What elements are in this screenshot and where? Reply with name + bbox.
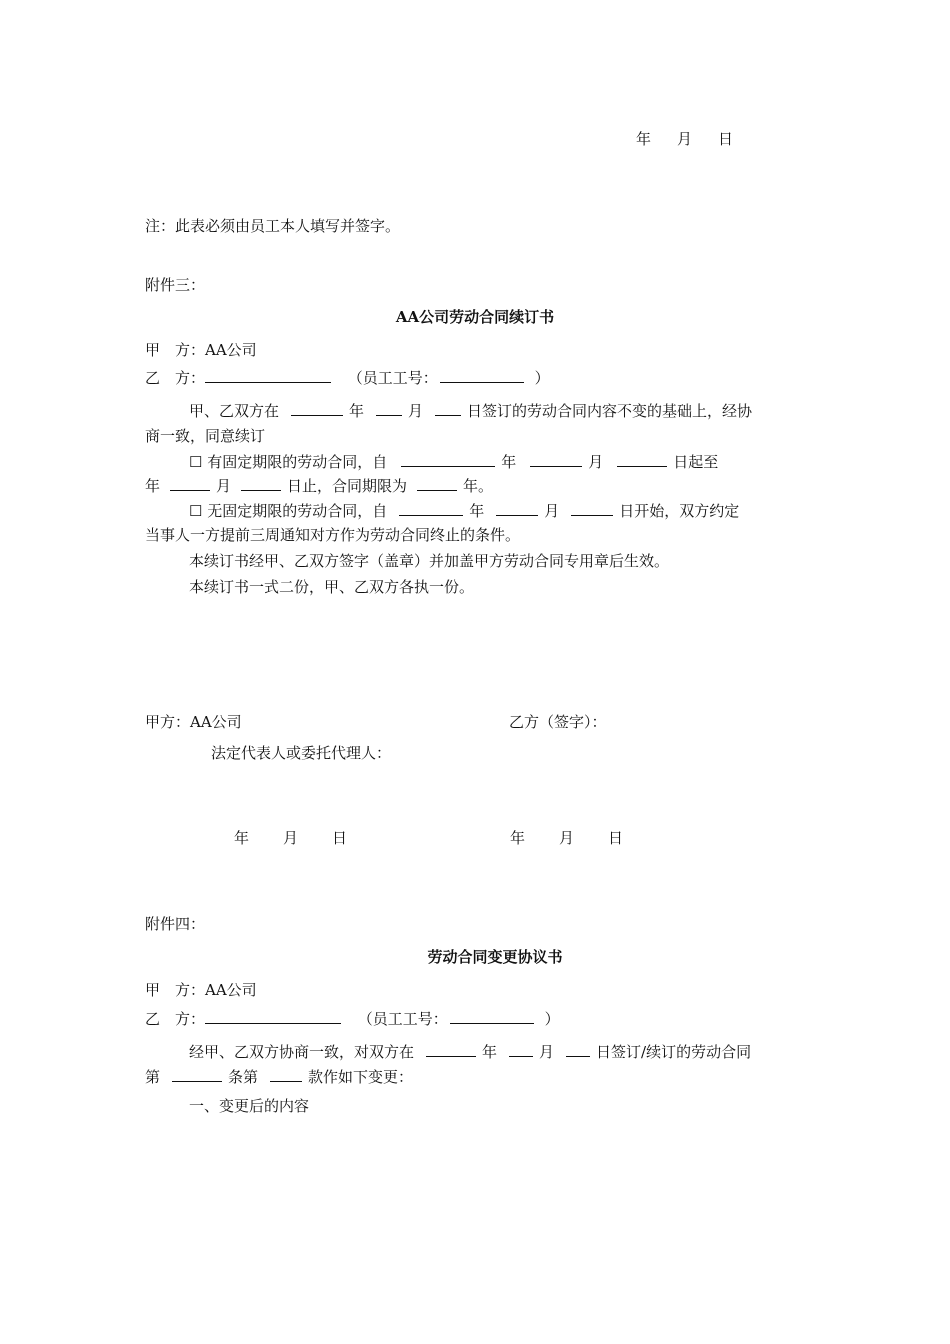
fixed-end-year-blank[interactable] <box>170 476 210 491</box>
term-years-blank[interactable] <box>417 476 457 491</box>
attach3-date-a: 年 月 日 <box>234 829 348 847</box>
attach3-party-a: 甲 方：AA公司 <box>145 341 257 359</box>
attach3-effect: 本续订书经甲、乙双方签字（盖章）并加盖甲方劳动合同专用章后生效。 <box>189 552 670 570</box>
date-month: 月 <box>677 130 693 148</box>
attach3-copies: 本续订书一式二份，甲、乙双方各执一份。 <box>189 578 475 596</box>
party-b-name-blank[interactable] <box>205 1009 341 1024</box>
contract-month-blank[interactable] <box>509 1042 533 1057</box>
fixed-end-month-blank[interactable] <box>241 476 281 491</box>
emp-no-blank[interactable] <box>450 1009 534 1024</box>
note: 注：此表必须由员工本人填写并签字。 <box>145 217 401 235</box>
attach3-label: 附件三： <box>145 276 206 294</box>
open-start-day-blank[interactable] <box>571 501 613 516</box>
sign-month-blank[interactable] <box>376 401 402 416</box>
attach3-para1-line2: 商一致，同意续订 <box>145 427 266 445</box>
contract-day-blank[interactable] <box>566 1042 590 1057</box>
item-blank[interactable] <box>270 1067 302 1082</box>
top-date <box>636 129 733 149</box>
date-year: 年 <box>636 130 652 148</box>
open-start-year-blank[interactable] <box>399 501 463 516</box>
attach3-sign-b: 乙方（签字）： <box>509 713 607 731</box>
attach3-legal-rep: 法定代表人或委托代理人： <box>211 744 392 762</box>
attach3-sign-a: 甲方：AA公司 <box>145 713 242 731</box>
fixed-start-year-blank[interactable] <box>401 452 495 467</box>
attach4-party-b: 乙 方： （员工工号： ） <box>145 1010 560 1028</box>
party-b-name-blank[interactable] <box>205 368 331 383</box>
attach3-date-b: 年 月 日 <box>510 829 624 847</box>
attach3-opt2-line1: ☐ 无固定期限的劳动合同，自 年 月 日开始，双方约定 <box>189 502 740 520</box>
open-start-month-blank[interactable] <box>496 501 538 516</box>
sign-year-blank[interactable] <box>291 401 343 416</box>
sign-day-blank[interactable] <box>435 401 461 416</box>
attach4-para1-line1: 经甲、乙双方协商一致，对双方在 年 月 日签订/续订的劳动合同 <box>189 1043 752 1061</box>
attach4-label: 附件四： <box>145 915 206 933</box>
attach4-party-a: 甲 方：AA公司 <box>145 981 257 999</box>
attach3-opt1-line1: ☐ 有固定期限的劳动合同，自 年 月 日起至 <box>189 453 719 471</box>
attach3-para1-line1: 甲、乙双方在 年 月 日签订的劳动合同内容不变的基础上，经协 <box>189 402 753 420</box>
emp-no-blank[interactable] <box>440 368 524 383</box>
attach4-section1: 一、变更后的内容 <box>189 1097 310 1115</box>
fixed-start-month-blank[interactable] <box>530 452 582 467</box>
attach3-opt2-line2: 当事人一方提前三周通知对方作为劳动合同终止的条件。 <box>145 526 521 544</box>
fixed-start-day-blank[interactable] <box>617 452 667 467</box>
attach3-title: AA公司劳动合同续订书 <box>395 308 555 326</box>
attach3-opt1-line2: 年 月 日止，合同期限为 年。 <box>145 477 494 495</box>
clause-blank[interactable] <box>172 1067 222 1082</box>
date-day: 日 <box>718 130 734 148</box>
attach4-title: 劳动合同变更协议书 <box>427 948 563 966</box>
contract-year-blank[interactable] <box>426 1042 476 1057</box>
attach4-para1-line2: 第 条第 款作如下变更： <box>145 1068 414 1086</box>
attach3-party-b: 乙 方： （员工工号： ） <box>145 369 550 387</box>
